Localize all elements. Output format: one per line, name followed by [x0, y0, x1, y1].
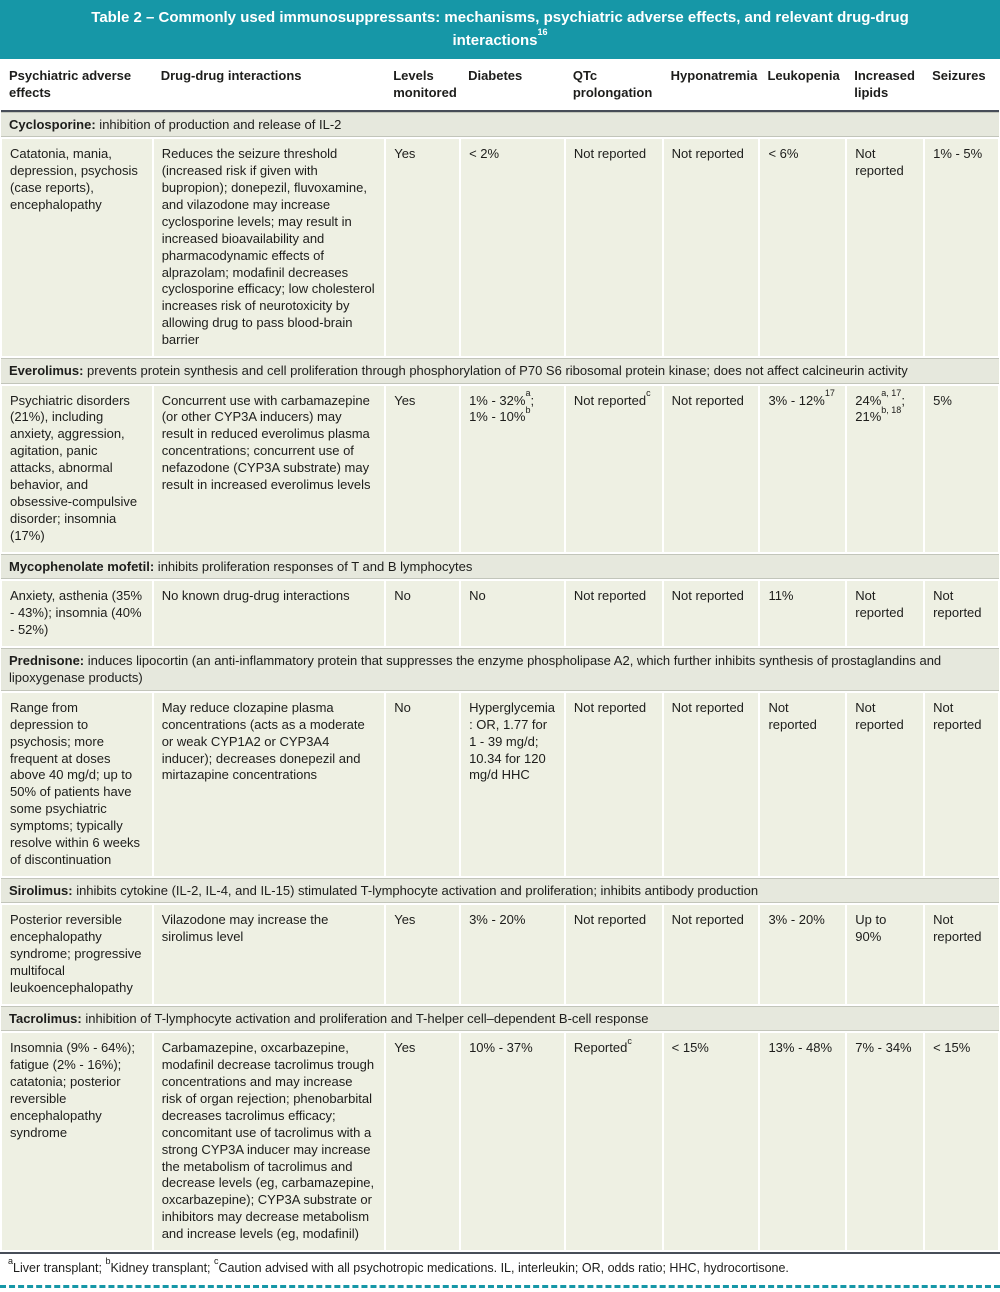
column-header: Psychiatric adverse effects — [1, 59, 153, 111]
drug-name: Mycophenolate mofetil: — [9, 558, 155, 574]
table-cell: Not reported — [846, 580, 924, 647]
column-header: Drug-drug interactions — [153, 59, 386, 111]
table-cell: 3% - 20% — [460, 904, 565, 1004]
table-cell: Not reported — [565, 580, 663, 647]
table-cell: Yes — [385, 138, 460, 357]
table-cell: No — [385, 580, 460, 647]
column-header: Diabetes — [460, 59, 565, 111]
table-cell: 1% - 32%$^a$; 1% - 10%$^b$ — [460, 385, 565, 553]
table-cell: 10% - 37% — [460, 1032, 565, 1251]
table-cell: < 15% — [663, 1032, 760, 1251]
section-header: Tacrolimus: inhibition of T-lymphocyte activation and proliferation and T-helper cell–dependent B-cell response — [1, 1005, 999, 1033]
section-header: Prednisone: induces lipocortin (an anti-inflammatory protein that suppresses the enzyme phospholipase A2, which further inhibits synthesis of prostaglandins and lipoxygenase products) — [1, 647, 999, 692]
immunosuppressants-table — [0, 59, 1000, 1252]
table-cell: Not reported — [846, 138, 924, 357]
table-cell: 3% - 20% — [759, 904, 846, 1004]
table-cell: Not reported — [924, 904, 999, 1004]
table-cell: Not reported — [565, 138, 663, 357]
drug-name: Cyclosporine: — [9, 116, 96, 132]
table-cell: 3% - 12%$^{17}$ — [759, 385, 846, 553]
table-title: Table 2 – Commonly used immunosuppressants: mechanisms, psychiatric adverse effects, and relevant drug-drug interactions$^{16}$ — [0, 0, 1000, 59]
section-row — [1, 877, 999, 905]
column-header: QTc prolongation — [565, 59, 663, 111]
table-cell: 1% - 5% — [924, 138, 999, 357]
table-cell: Not reported — [565, 692, 663, 877]
table-cell: Not reported — [565, 904, 663, 1004]
table-cell: 5% — [924, 385, 999, 553]
table-cell: No — [385, 692, 460, 877]
data-row — [1, 385, 999, 553]
data-row — [1, 1032, 999, 1251]
table-cell: 13% - 48% — [759, 1032, 846, 1251]
table-cell: Not reported$^c$ — [565, 385, 663, 553]
table-cell: Not reported — [663, 580, 760, 647]
table-cell: Posterior reversible encephalopathy syndrome; progressive multifocal leukoencephalopathy — [1, 904, 153, 1004]
table-cell: Yes — [385, 1032, 460, 1251]
table-cell: Concurrent use with carbamazepine (or other CYP3A inducers) may result in reduced everolimus plasma concentrations; concurrent use of nefazodone (CYP3A substrate) may result in increased everolimus levels — [153, 385, 386, 553]
data-row — [1, 904, 999, 1004]
table-cell: Range from depression to psychosis; more frequent at doses above 40 mg/d; up to 50% of patients have some psychiatric symptoms; typically resolve within 6 weeks of discontinuation — [1, 692, 153, 877]
table-cell: Carbamazepine, oxcarbazepine, modafinil decrease tacrolimus trough concentrations and may increase risk of organ rejection; phenobarbital decreases tacrolimus efficacy; concomitant use of tacrolimus with a strong CYP3A inducer may increase the metabolism of tacrolimus and decrease levels (eg, carbamazepine, oxcarbazepine); CYP3A substrate or inhibitors may decrease metabolism and increase levels (eg, modafinil) — [153, 1032, 386, 1251]
table-cell: Hyperglycemia: OR, 1.77 for 1 - 39 mg/d; 10.34 for 120 mg/d HHC — [460, 692, 565, 877]
drug-name: Sirolimus: — [9, 882, 73, 898]
column-header-row — [1, 59, 999, 111]
table-cell: 24%$^{a, 17}$; 21%$^{b, 18}$ — [846, 385, 924, 553]
table-cell: 7% - 34% — [846, 1032, 924, 1251]
section-row — [1, 1005, 999, 1033]
table-cell: Vilazodone may increase the sirolimus level — [153, 904, 386, 1004]
table-cell: Not reported — [663, 904, 760, 1004]
data-row — [1, 580, 999, 647]
section-header: Sirolimus: inhibits cytokine (IL-2, IL-4, and IL-15) stimulated T-lymphocyte activation and proliferation; inhibits antibody production — [1, 877, 999, 905]
drug-name: Everolimus: — [9, 363, 84, 379]
table-cell: Not reported — [663, 138, 760, 357]
table-cell: Reported$^c$ — [565, 1032, 663, 1251]
section-row — [1, 553, 999, 581]
table-cell: Catatonia, mania, depression, psychosis (case reports), encephalopathy — [1, 138, 153, 357]
table-cell: Reduces the seizure threshold (increased risk if given with bupropion); donepezil, fluvoxamine, and vilazodone may increase cyclosporine levels; may result in increased bioavailability and pharmacodynamic effects of alprazolam; modafinil decreases cyclosporine efficacy; low cholesterol increases risk of neurotoxicity by allowing drug to pass blood-brain barrier — [153, 138, 386, 357]
table-cell: < 6% — [759, 138, 846, 357]
section-row — [1, 357, 999, 385]
table-body — [1, 111, 999, 1251]
table-cell: No — [460, 580, 565, 647]
table-cell: Not reported — [924, 580, 999, 647]
column-header: Hyponatremia — [663, 59, 760, 111]
section-row — [1, 111, 999, 139]
table-cell: Psychiatric disorders (21%), including anxiety, aggression, agitation, panic attacks, abnormal behavior, and obsessive-compulsive disorder; insomnia (17%) — [1, 385, 153, 553]
table-cell: Up to 90% — [846, 904, 924, 1004]
footnote: $^a$Liver transplant; $^b$Kidney transplant; $^c$Caution advised with all psychotropic medications. IL, interleukin; OR, odds ratio; HHC, hydrocortisone. — [0, 1252, 1000, 1285]
section-row — [1, 647, 999, 692]
table-cell: Anxiety, asthenia (35% - 43%); insomnia (40% - 52%) — [1, 580, 153, 647]
table-cell: Not reported — [663, 692, 760, 877]
bottom-divider — [0, 1285, 1000, 1288]
table-cell: Not reported — [663, 385, 760, 553]
table-cell: May reduce clozapine plasma concentrations (acts as a moderate or weak CYP1A2 or CYP3A4 inducer); decreases donepezil and mirtazapine concentrations — [153, 692, 386, 877]
column-header: Levels monitored — [385, 59, 460, 111]
table-cell: Yes — [385, 385, 460, 553]
section-header: Mycophenolate mofetil: inhibits proliferation responses of T and B lymphocytes — [1, 553, 999, 581]
table-cell: < 15% — [924, 1032, 999, 1251]
column-header: Increased lipids — [846, 59, 924, 111]
table-cell: Not reported — [759, 692, 846, 877]
drug-name: Prednisone: — [9, 652, 85, 668]
table-cell: No known drug-drug interactions — [153, 580, 386, 647]
table-cell: Yes — [385, 904, 460, 1004]
table-cell: Not reported — [924, 692, 999, 877]
table-cell: Insomnia (9% - 64%); fatigue (2% - 16%); catatonia; posterior reversible encephalopathy syndrome — [1, 1032, 153, 1251]
section-header: Cyclosporine: inhibition of production and release of IL-2 — [1, 111, 999, 139]
column-header: Seizures — [924, 59, 999, 111]
column-header: Leukopenia — [759, 59, 846, 111]
table-cell: 11% — [759, 580, 846, 647]
section-header: Everolimus: prevents protein synthesis and cell proliferation through phosphorylation of P70 S6 ribosomal protein kinase; does not affect calcineurin activity — [1, 357, 999, 385]
drug-name: Tacrolimus: — [9, 1010, 82, 1026]
data-row — [1, 692, 999, 877]
data-row — [1, 138, 999, 357]
table-cell: Not reported — [846, 692, 924, 877]
table-cell: < 2% — [460, 138, 565, 357]
